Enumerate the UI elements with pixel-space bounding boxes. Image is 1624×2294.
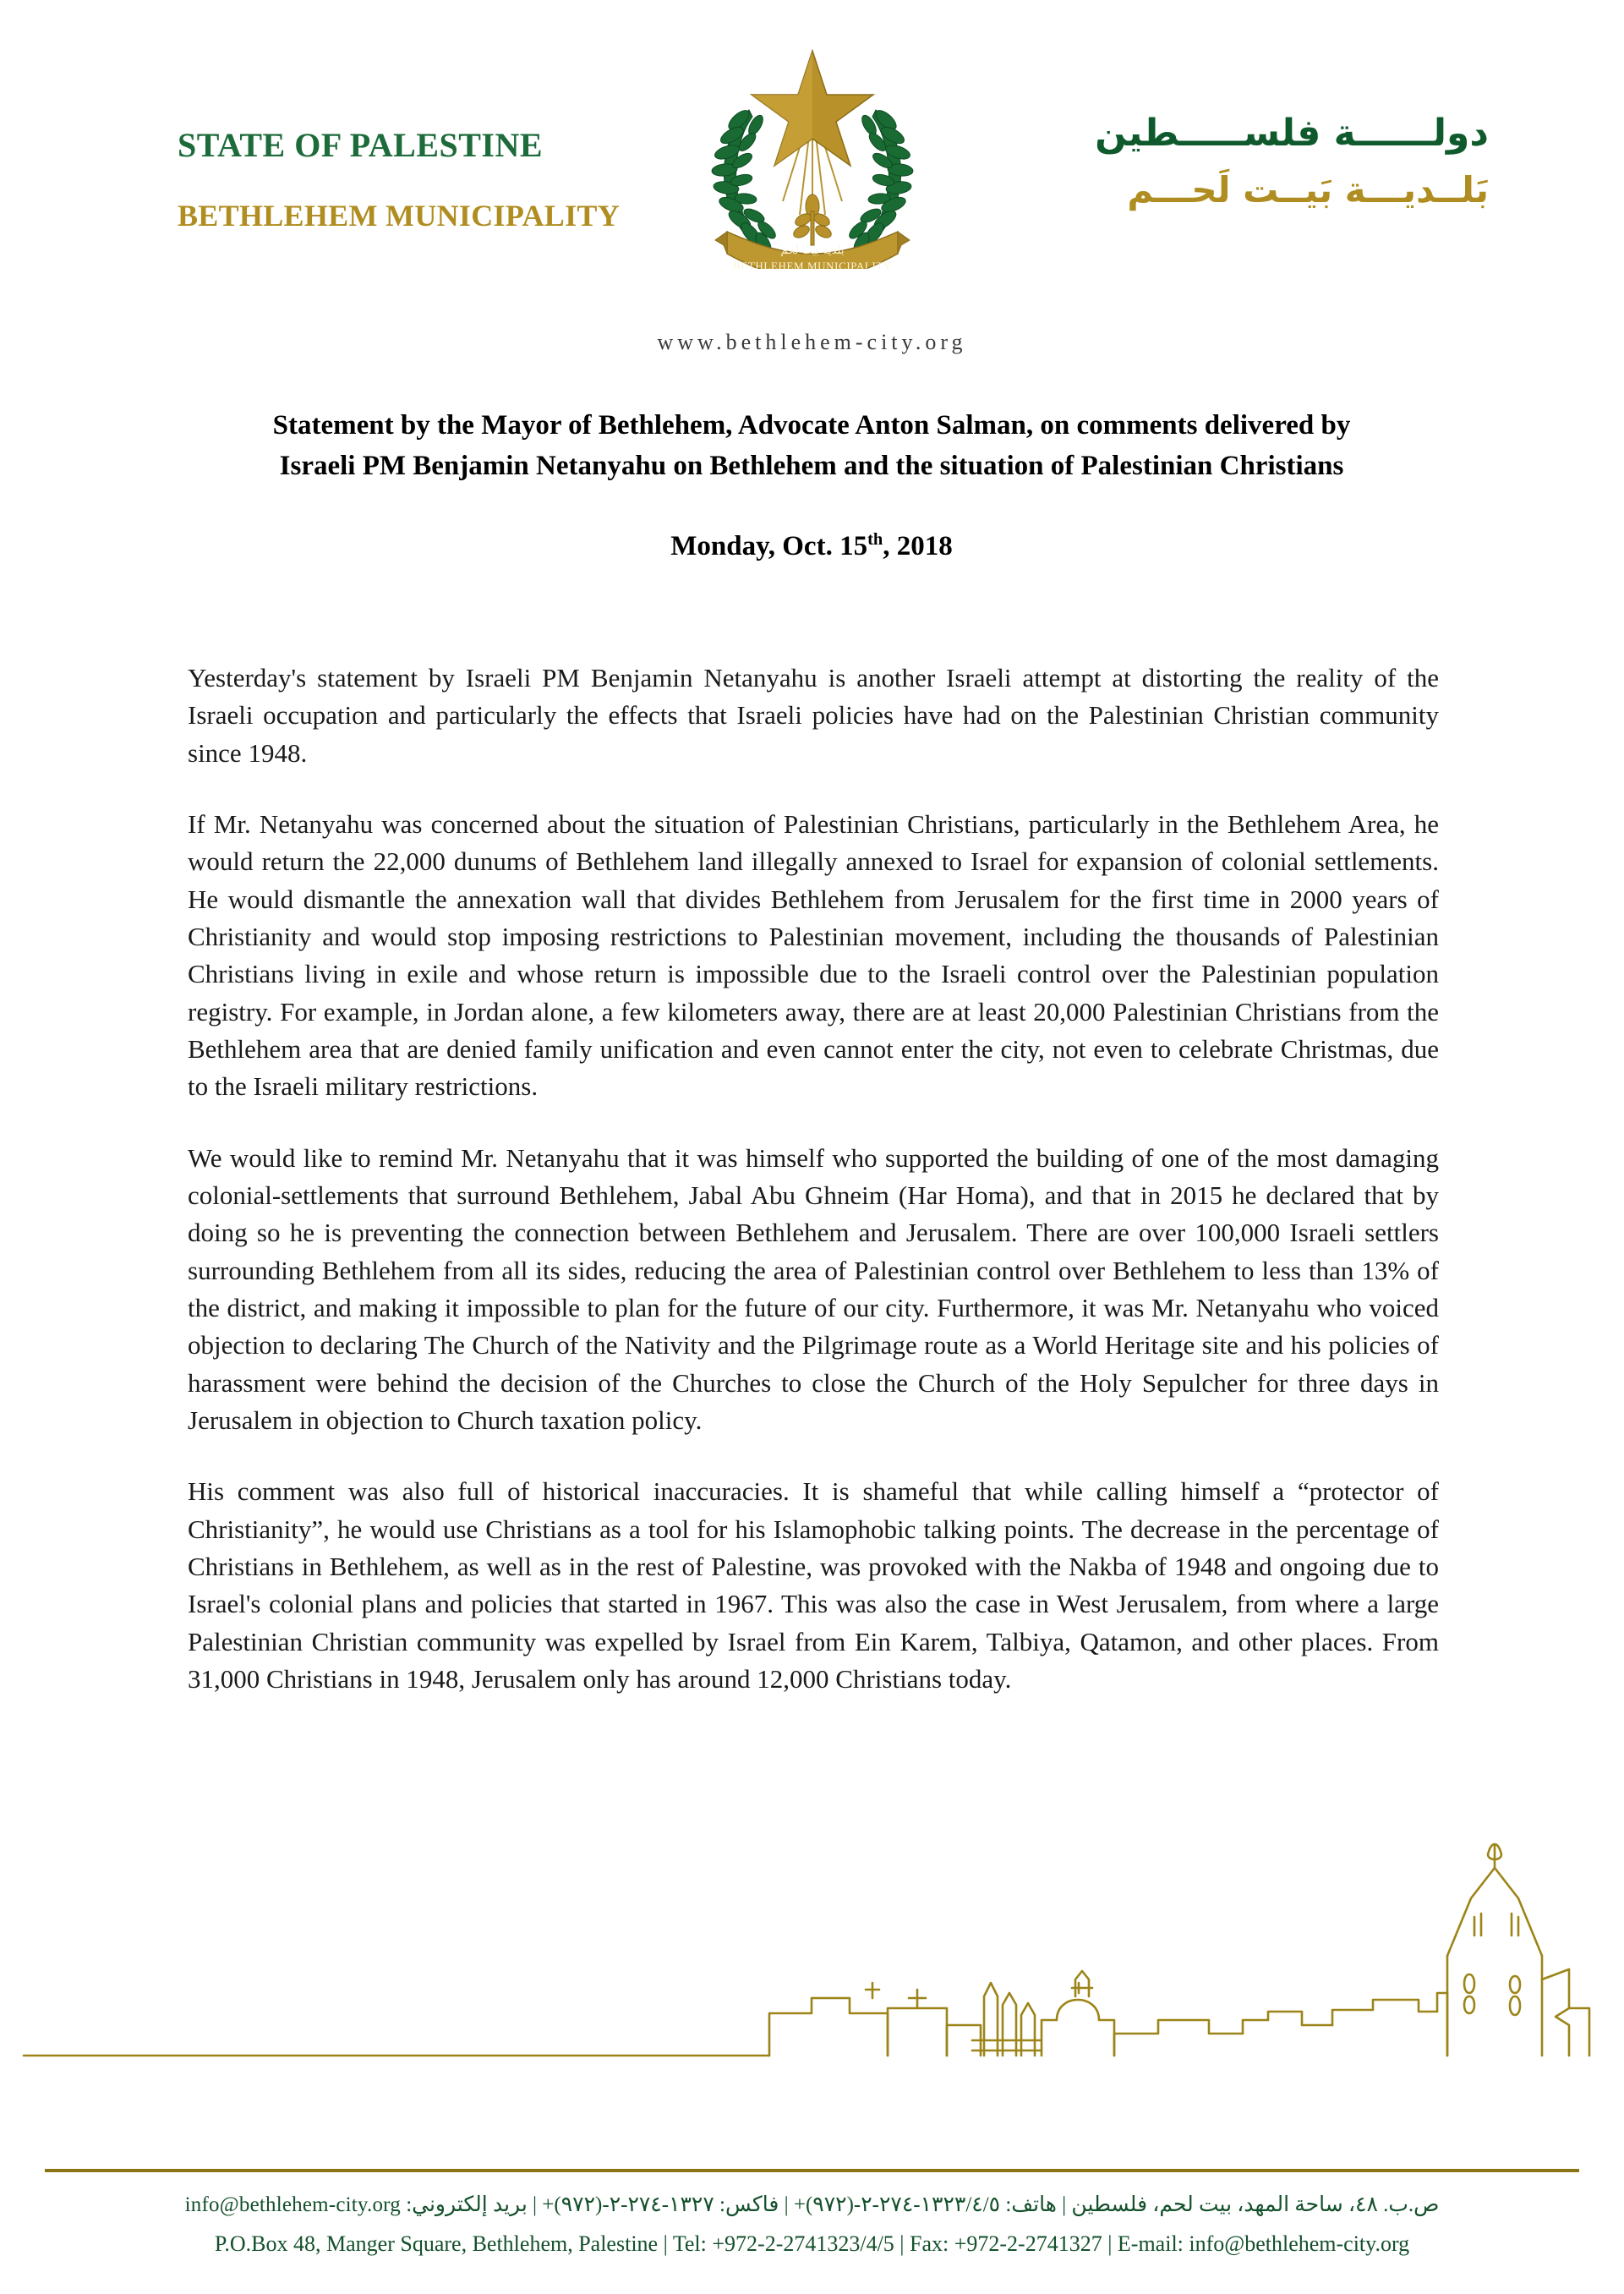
bethlehem-skyline-illustration: [0, 1787, 1624, 2066]
bethlehem-municipality-label: BETHLEHEM MUNICIPALITY: [178, 199, 620, 233]
letterhead-right-arabic: [948, 110, 1489, 213]
letterhead: [0, 0, 1624, 269]
page-title: Statement by the Mayor of Bethlehem, Advocate Anton Salman, on comments delivered by Israeli PM Benjamin Netanyahu on Bethlehem and the situation of Palestinian Christians: [272, 410, 1351, 481]
website-url[interactable]: www.bethlehem-city.org: [657, 330, 967, 354]
footer-contact-arabic: ص.ب. ٤٨، ساحة المهد، بيت لحم، فلسطين | هاتف: ١٣٢٣/٤/٥-٢٧٤-٢-(٩٧٢)+ | فاكس: ١٣٢٧-٢٧٤-٢-(٩٧٢)+ | بريد إلكتروني: info@bethlehem-city.org: [184, 2193, 1440, 2216]
paragraph-2: If Mr. Netanyahu was concerned about the situation of Palestinian Christians, particularly in the Bethlehem Area, he would return the 22,000 dunums of Bethlehem land illegally annexed to Israel for expansion of colonial settlements. He would dismantle the annexation wall that divides Bethlehem from Jerusalem for the first time in 2000 years of Christianity and would stop imposing restrictions to Palestinian movement, including the thousands of Palestinian Christians living in exile and whose return is impossible due to the Israeli control over the Palestinian population registry. For example, in Jordan alone, a few kilometers away, there are at least 20,000 Palestinian Christians from the Bethlehem area that are denied family unification and even cannot enter the city, not even to celebrate Christmas, due to the Israeli military restrictions.: [188, 808, 1439, 1102]
state-of-palestine-label-arabic: دولــــــة فلســـــطين: [1095, 112, 1489, 155]
paragraph-3: We would like to remind Mr. Netanyahu that it was himself who supported the building of one of the most damaging colonial-settlements that surround Bethlehem, Jabal Abu Ghneim (Har Homa), and that in 2015 he declared that by doing so he is preventing the connection between Bethlehem and Jerusalem. There are over 100,000 Israeli settlers surrounding Bethlehem from all its sides, reducing the area of Palestinian control over Bethlehem to less than 13% of the district, and making it impossible to plan for the future of our city. Furthermore, it was Mr. Netanyahu who voiced objection to declaring The Church of the Nativity and the Pilgrimage route as a World Heritage site and his policies of harassment were behind the decision of the Churches to close the Church of the Holy Sepulcher for three days in Jerusalem in objection to Church taxation policy.: [188, 1142, 1439, 1435]
state-of-palestine-label: STATE OF PALESTINE: [178, 126, 544, 164]
emblem-ribbon-arabic-text: بلدية بيت لحم: [780, 244, 844, 257]
paragraph-1: Yesterday's statement by Israeli PM Benjamin Netanyahu is another Israeli attempt at distorting the reality of the Israeli occupation and particularly the effects that Israeli policies have had on the Palestinian Christian community since 1948.: [188, 663, 1439, 768]
bethlehem-municipality-emblem-icon: [698, 32, 927, 269]
bethlehem-municipality-label-arabic: بَلــديـــة بَيــت لَحـــم: [1127, 169, 1489, 211]
page-footer: [0, 2169, 1624, 2294]
emblem-ribbon-english-text: BETHLEHEM MUNICIPALITY: [732, 260, 892, 269]
footer-contact-english: P.O.Box 48, Manger Square, Bethlehem, Palestine | Tel: +972-2-2741323/4/5 | Fax: +972-2-2741327 | E-mail: info@bethlehem-city.org: [214, 2231, 1410, 2256]
title-block: [178, 406, 1446, 562]
document-date-suffix: , 2018: [883, 531, 953, 562]
letterhead-left-english: [178, 127, 702, 233]
document-date: [178, 530, 1446, 562]
document-date-ordinal: th: [867, 530, 883, 550]
paragraph-4: His comment was also full of historical inaccuracies. It is shameful that while calling himself a “protector of Christianity”, he would use Christians as a tool for his Islamophobic talking points. The decrease in the percentage of Christians in Bethlehem, as well as in the rest of Palestine, was provoked with the Nakba of 1948 and ongoing due to Israel's colonial plans and policies that started in 1967. This was also the case in West Jerusalem, from where a large Palestinian Christian community was expelled by Israel from Ein Karem, Talbiya, Qatamon, and other places. From 31,000 Christians in 1948, Jerusalem only has around 12,000 Christians today.: [188, 1476, 1439, 1694]
footer-divider: [45, 2169, 1579, 2172]
statement-body: [188, 660, 1439, 1732]
document-date-prefix: Monday, Oct. 15: [670, 531, 868, 562]
